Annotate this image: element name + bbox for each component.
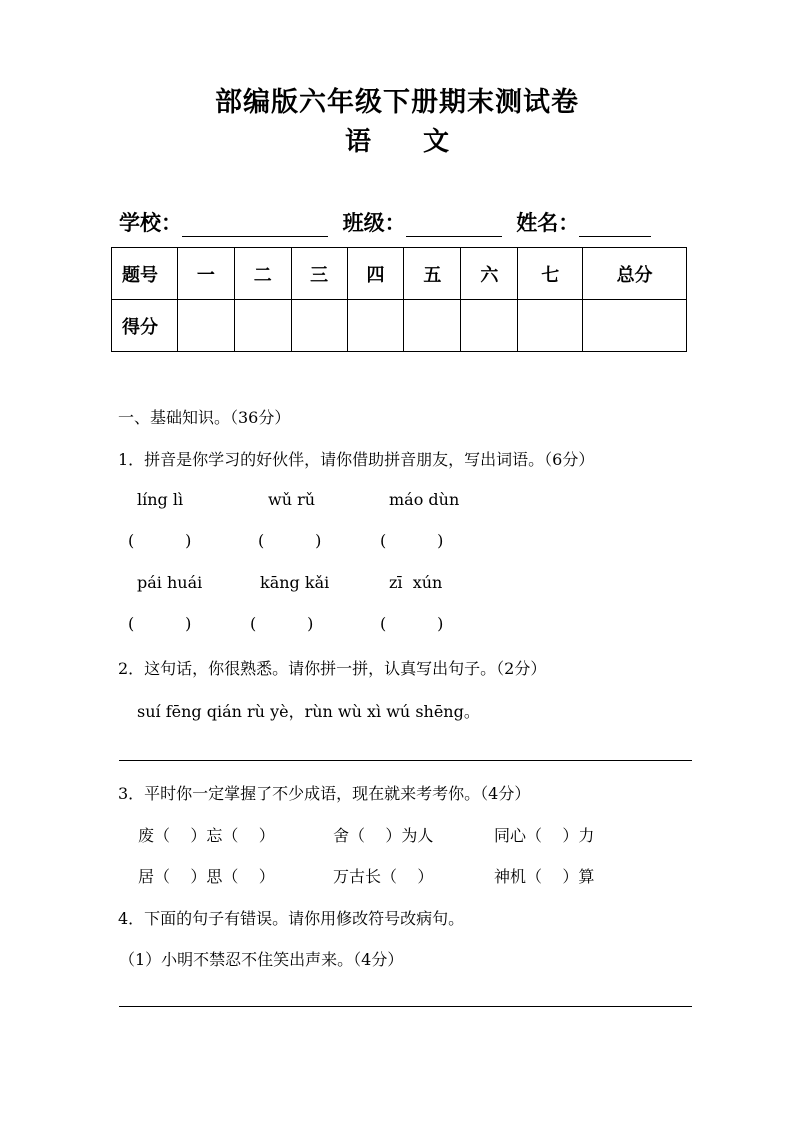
- idiom-item: 万古长（ ）: [333, 867, 434, 886]
- table-cell: 总分: [583, 248, 687, 300]
- question-2-prompt: 2．这句话，你很熟悉。请你拼一拼，认真写出句子。（2分）: [118, 659, 547, 678]
- subject-title: 语 文: [344, 127, 449, 157]
- table-cell: 一: [177, 248, 234, 300]
- pinyin-item: pái huái: [137, 573, 203, 592]
- table-cell: 得分: [112, 300, 178, 352]
- table-row-question-numbers: [112, 248, 687, 300]
- table-cell: 题号: [112, 248, 178, 300]
- answer-blank[interactable]: ( ): [128, 531, 192, 550]
- school-field[interactable]: [182, 214, 328, 237]
- table-cell: 五: [404, 248, 461, 300]
- answer-blank[interactable]: ( ): [380, 531, 444, 550]
- question-2-pinyin: suí fēng qián rù yè，rùn wù xì wú shēng。: [137, 702, 480, 721]
- section-heading: 一、基础知识。（36分）: [118, 408, 291, 427]
- document-title: 部编版六年级下册期末测试卷: [215, 87, 579, 118]
- idiom-item: 神机（ ）算: [494, 867, 595, 886]
- school-label: 学校：: [119, 210, 182, 235]
- score-cell[interactable]: [347, 300, 404, 352]
- pinyin-item: líng lì: [137, 490, 184, 509]
- question-4-sub-1: （1）小明不禁忍不住笑出声来。（4分）: [119, 950, 404, 969]
- table-cell: 四: [347, 248, 404, 300]
- score-cell[interactable]: [518, 300, 583, 352]
- table-cell: 六: [461, 248, 518, 300]
- name-label: 姓名：: [516, 210, 580, 235]
- table-cell: 七: [518, 248, 583, 300]
- score-table: [111, 247, 687, 352]
- question-1-prompt: 1．拼音是你学习的好伙伴，请你借助拼音朋友，写出词语。（6分）: [118, 450, 595, 469]
- class-label: 班级：: [342, 210, 406, 235]
- answer-blank[interactable]: ( ): [250, 614, 314, 633]
- answer-line[interactable]: [119, 1006, 692, 1007]
- score-cell[interactable]: [404, 300, 461, 352]
- answer-blank[interactable]: ( ): [380, 614, 444, 633]
- pinyin-item: wǔ rǔ: [268, 490, 316, 509]
- idiom-item: 舍（ ）为人: [333, 826, 434, 845]
- pinyin-item: máo dùn: [389, 490, 460, 509]
- score-cell[interactable]: [583, 300, 687, 352]
- pinyin-item: kāng kǎi: [260, 573, 330, 592]
- table-row-scores: [112, 300, 687, 352]
- question-4-prompt: 4．下面的句子有错误。请你用修改符号改病句。: [118, 909, 465, 928]
- answer-blank[interactable]: ( ): [128, 614, 192, 633]
- score-cell[interactable]: [461, 300, 518, 352]
- answer-blank[interactable]: ( ): [258, 531, 322, 550]
- score-cell[interactable]: [291, 300, 347, 352]
- pinyin-item: zī xún: [389, 573, 443, 592]
- table-cell: 二: [234, 248, 291, 300]
- question-3-prompt: 3．平时你一定掌握了不少成语，现在就来考考你。（4分）: [118, 784, 531, 803]
- table-cell: 三: [291, 248, 347, 300]
- class-field[interactable]: [406, 214, 502, 237]
- idiom-item: 废（ ）忘（ ）: [138, 826, 275, 845]
- name-field[interactable]: [579, 214, 651, 237]
- student-info-row: [119, 207, 651, 237]
- answer-line[interactable]: [119, 760, 692, 761]
- score-cell[interactable]: [177, 300, 234, 352]
- idiom-item: 居（ ）思（ ）: [138, 867, 275, 886]
- score-cell[interactable]: [234, 300, 291, 352]
- idiom-item: 同心（ ）力: [494, 826, 595, 845]
